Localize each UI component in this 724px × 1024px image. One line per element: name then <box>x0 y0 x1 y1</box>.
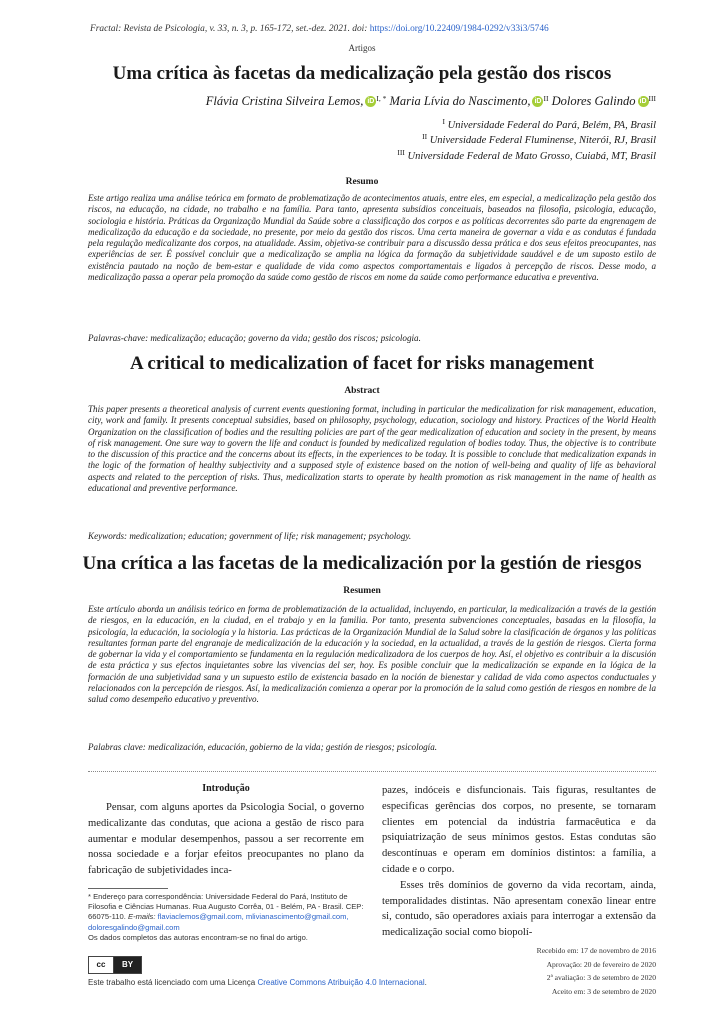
affiliation-1-sup: I <box>442 117 446 126</box>
license-line <box>88 978 488 987</box>
journal-citation <box>90 24 670 34</box>
cc-icon: cc <box>89 957 114 973</box>
orcid-icon[interactable]: iD <box>639 98 647 105</box>
keywords-en: Keywords: medicalization; education; government of life; risk management; psychology. <box>88 531 412 541</box>
intro-paragraph-1-cont: pazes, indóceis e disfuncionais. Tais figuras, resultantes de especificas gerências dos corpos, no presente, se tornaram clientes em potencial da indústria farmacêutica e da psiquiatrização de seus mínimos gestos. Estas condutas são descontínuas e operam em domínios distintos: a família, a cidade e o corpo. <box>382 785 656 875</box>
date-accepted: Aceito em: 3 de setembro de 2020 <box>551 986 656 996</box>
author-2-sup: II <box>543 94 549 103</box>
author-line <box>108 94 656 109</box>
divider <box>88 771 656 772</box>
email-link[interactable]: mlivianascimento@gmail.com, <box>245 912 349 922</box>
intro-text-right <box>382 783 656 941</box>
abstract-es: Este artículo aborda un análisis teórico en forma de problematización de la actualidad, incluyendo, en particular, la medicalización a través de la gestión de riesgos, en la educación, en la ciudad, en el trabajo y en la familia. Por tanto, presenta subvenciones conceptuales, basadas en la filosofía, la psicología, la educación, la sociología y la historia. Las prácticas de la Organización Mundial de la Salud sobre la clasificación de órganos y las políticas resultantes forman parte del engranaje de medicalización de la educación y la sociedad, en la actualidad, a través de la gestión de riesgos. Cierta forma de gobernar la vida y el comportamiento se fundamenta en la regulación medicalizadora de los cuerpos de hoy. Así, el objetivo es contribuir a la discusión de esta práctica y sus efectos inquietantes sobre las vivencias del ser, hoy. Es posible concluir que la medicalización se expande en la lógica de la formación de una subjetividad sana y un supuesto estilo de existencia basado en la noción de bienestar y calidad de vida como aspectos conductuales y relacionados con la percepción de riesgos. Así, la medicalización comienza a operar por la promoción de la salud como gestión de riesgos en nombre de la salud como desempeño educativo y preventivo. <box>88 604 656 705</box>
abstract-en: This paper presents a theoretical analysis of current events questioning format, including in particular the medicalization for risk management, education, city, work and family. It presents conceptual subsidies, based on philosophy, psychology, education, sociology and history. Practices of the World Health Organization on the classification of bodies and the resulting policies are part of the gear medicalization of education and society in the present, by means of risk management. One sure way to govern the life and conduct is founded by medicalized regulation of bodies today. Thus, the objective is to contribute to the discussion of this practice and the concerns about its effects, in the experiences to be today. It is possible to conclude that medicalization expands in the logic of the formation of healthy subjectivity and a supposed style of existence based on the notion of well-being and quality of life as behavioral aspects and related to the perception of risks. Thus, medicalization starts to operate by health promotion as risk management in the name of health as educational and preventive performance. <box>88 404 656 494</box>
date-evaluation-1: Aprovação: 20 de fevereiro de 2020 <box>546 959 656 969</box>
author-1-sup: I, * <box>376 94 387 103</box>
intro-heading: Introdução <box>202 783 250 794</box>
intro-text-left <box>88 800 364 879</box>
intro-paragraph-1: Pensar, com alguns aportes da Psicologia Social, o governo medicalizante das condutas, que aciona a gestão de risco para aumentar e modular desempenhos, passou a ser recorrente em nossa sociedade e a forjar efeitos preocupantes no plano da fabricação de subjetividades inca- <box>88 802 364 877</box>
date-received: Recebido em: 17 de novembro de 2016 <box>536 946 656 955</box>
affiliation-3 <box>200 146 656 164</box>
orcid-icon[interactable]: iD <box>367 98 375 105</box>
abstract-heading-en: Abstract <box>344 386 380 396</box>
body-column-right <box>382 783 656 941</box>
affiliation-2-sup: II <box>422 132 428 141</box>
author-2: Maria Lívia do Nascimento, <box>389 94 531 108</box>
abstract-heading-pt: Resumo <box>345 177 379 187</box>
by-icon: BY <box>114 957 141 973</box>
email-link[interactable]: flaviaclemos@gmail.com, <box>157 912 244 922</box>
date-evaluation-2: 2ª avaliação: 3 de setembro de 2020 <box>546 973 656 983</box>
footnote-note: Os dados completos das autoras encontram-se no final do artigo. <box>88 932 308 942</box>
article-dates <box>470 944 656 998</box>
intro-paragraph-2: Esses três domínios de governo da vida recortam, ainda, temporalidades distintas. Não apresentam conexão linear entre si, contudo, são operadores axiais para interrogar a extensão da medicalização social como biopolí- <box>382 879 656 939</box>
title-en: A critical to medicalization of facet for risks management <box>130 353 594 374</box>
abstract-pt: Este artigo realiza uma análise teórica em formato de problematização de acontecimentos atuais, entre eles, em especial, a medicalização pela gestão dos riscos, na educação, na cidade, no trabalho e na família. Para tanto, apresenta subsídios conceituais, baseados na filosofia, psicologia, educação, sociologia e história. Práticas da Organização Mundial da Saúde sobre a classificação dos corpos e as políticas decorrentes são parte da engrenagem de medicalização da educação e da sociedade, no presente, por meio da gestão dos riscos. Uma certa maneira de governar a vida e as condutas é fundada pela regulação medicalizante dos corpos, na atualidade. Assim, objetiva-se contribuir para a discussão dessa prática e dos seus efeitos preocupantes, nas experiências de ser. É possível concluir que a medicalização se amplia na lógica da formação da subjetividade saudável e de um suposto estilo de existência pautado na noção de bem-estar e qualidade de vida como aspectos comportamentais e ligados à percepção de riscos. Desse modo, a medicalização passa a operar pela promoção da saúde como gestão de riscos em nome da saúde como performance educativa e preventiva. <box>88 193 656 283</box>
doi-link[interactable]: https://doi.org/10.22409/1984-0292/v33i3/5746 <box>369 24 549 34</box>
footnote-emails-label: E-mails: <box>128 912 156 922</box>
author-3-sup: III <box>648 94 656 103</box>
affiliation-2-text: Universidade Federal Fluminense, Niterói, RJ, Brasil <box>429 135 656 146</box>
orcid-icon[interactable]: iD <box>534 98 542 105</box>
title-es: Una crítica a las facetas de la medicalización por la gestión de riesgos <box>82 553 642 574</box>
footnote-rule <box>88 888 168 889</box>
author-1: Flávia Cristina Silveira Lemos, <box>205 94 364 108</box>
keywords-pt: Palavras-chave: medicalização; educação; governo da vida; gestão dos riscos; psicologia. <box>88 333 421 343</box>
license-text: Este trabalho está licenciado com uma Licença <box>88 978 258 987</box>
title-pt: Uma crítica às facetas da medicalização pela gestão dos riscos <box>112 63 612 84</box>
keywords-es: Palabras clave: medicalización, educación, gobierno de la vida; gestión de riesgos; psicología. <box>88 742 438 752</box>
footnote <box>88 892 364 943</box>
cc-by-logo[interactable] <box>88 956 142 974</box>
section-label: Artigos <box>348 43 376 53</box>
footnote-address: * Endereço para correspondência: Universidade Federal do Pará, Instituto de Filosofia e Ciências Humanas. Rua Augusto Corrêa, 01 - Belém, PA - Brasil. CEP: 66075-110. <box>88 892 364 922</box>
license-link[interactable]: Creative Commons Atribuição 4.0 Internacional <box>257 978 425 987</box>
abstract-heading-es: Resumen <box>343 586 381 596</box>
citation-text: Fractal: Revista de Psicologia, v. 33, n. 3, p. 165-172, set.-dez. 2021. doi: <box>90 24 370 34</box>
affiliation-1-text: Universidade Federal do Pará, Belém, PA, Brasil <box>447 120 656 131</box>
body-column-left <box>88 783 364 879</box>
email-link[interactable]: doloresgalindo@gmail.com <box>88 922 180 932</box>
affiliation-3-text: Universidade Federal de Mato Grosso, Cuiabá, MT, Brasil <box>407 151 656 162</box>
license-end: . <box>424 978 427 987</box>
affiliation-3-sup: III <box>397 148 405 157</box>
author-3: Dolores Galindo <box>551 94 636 108</box>
